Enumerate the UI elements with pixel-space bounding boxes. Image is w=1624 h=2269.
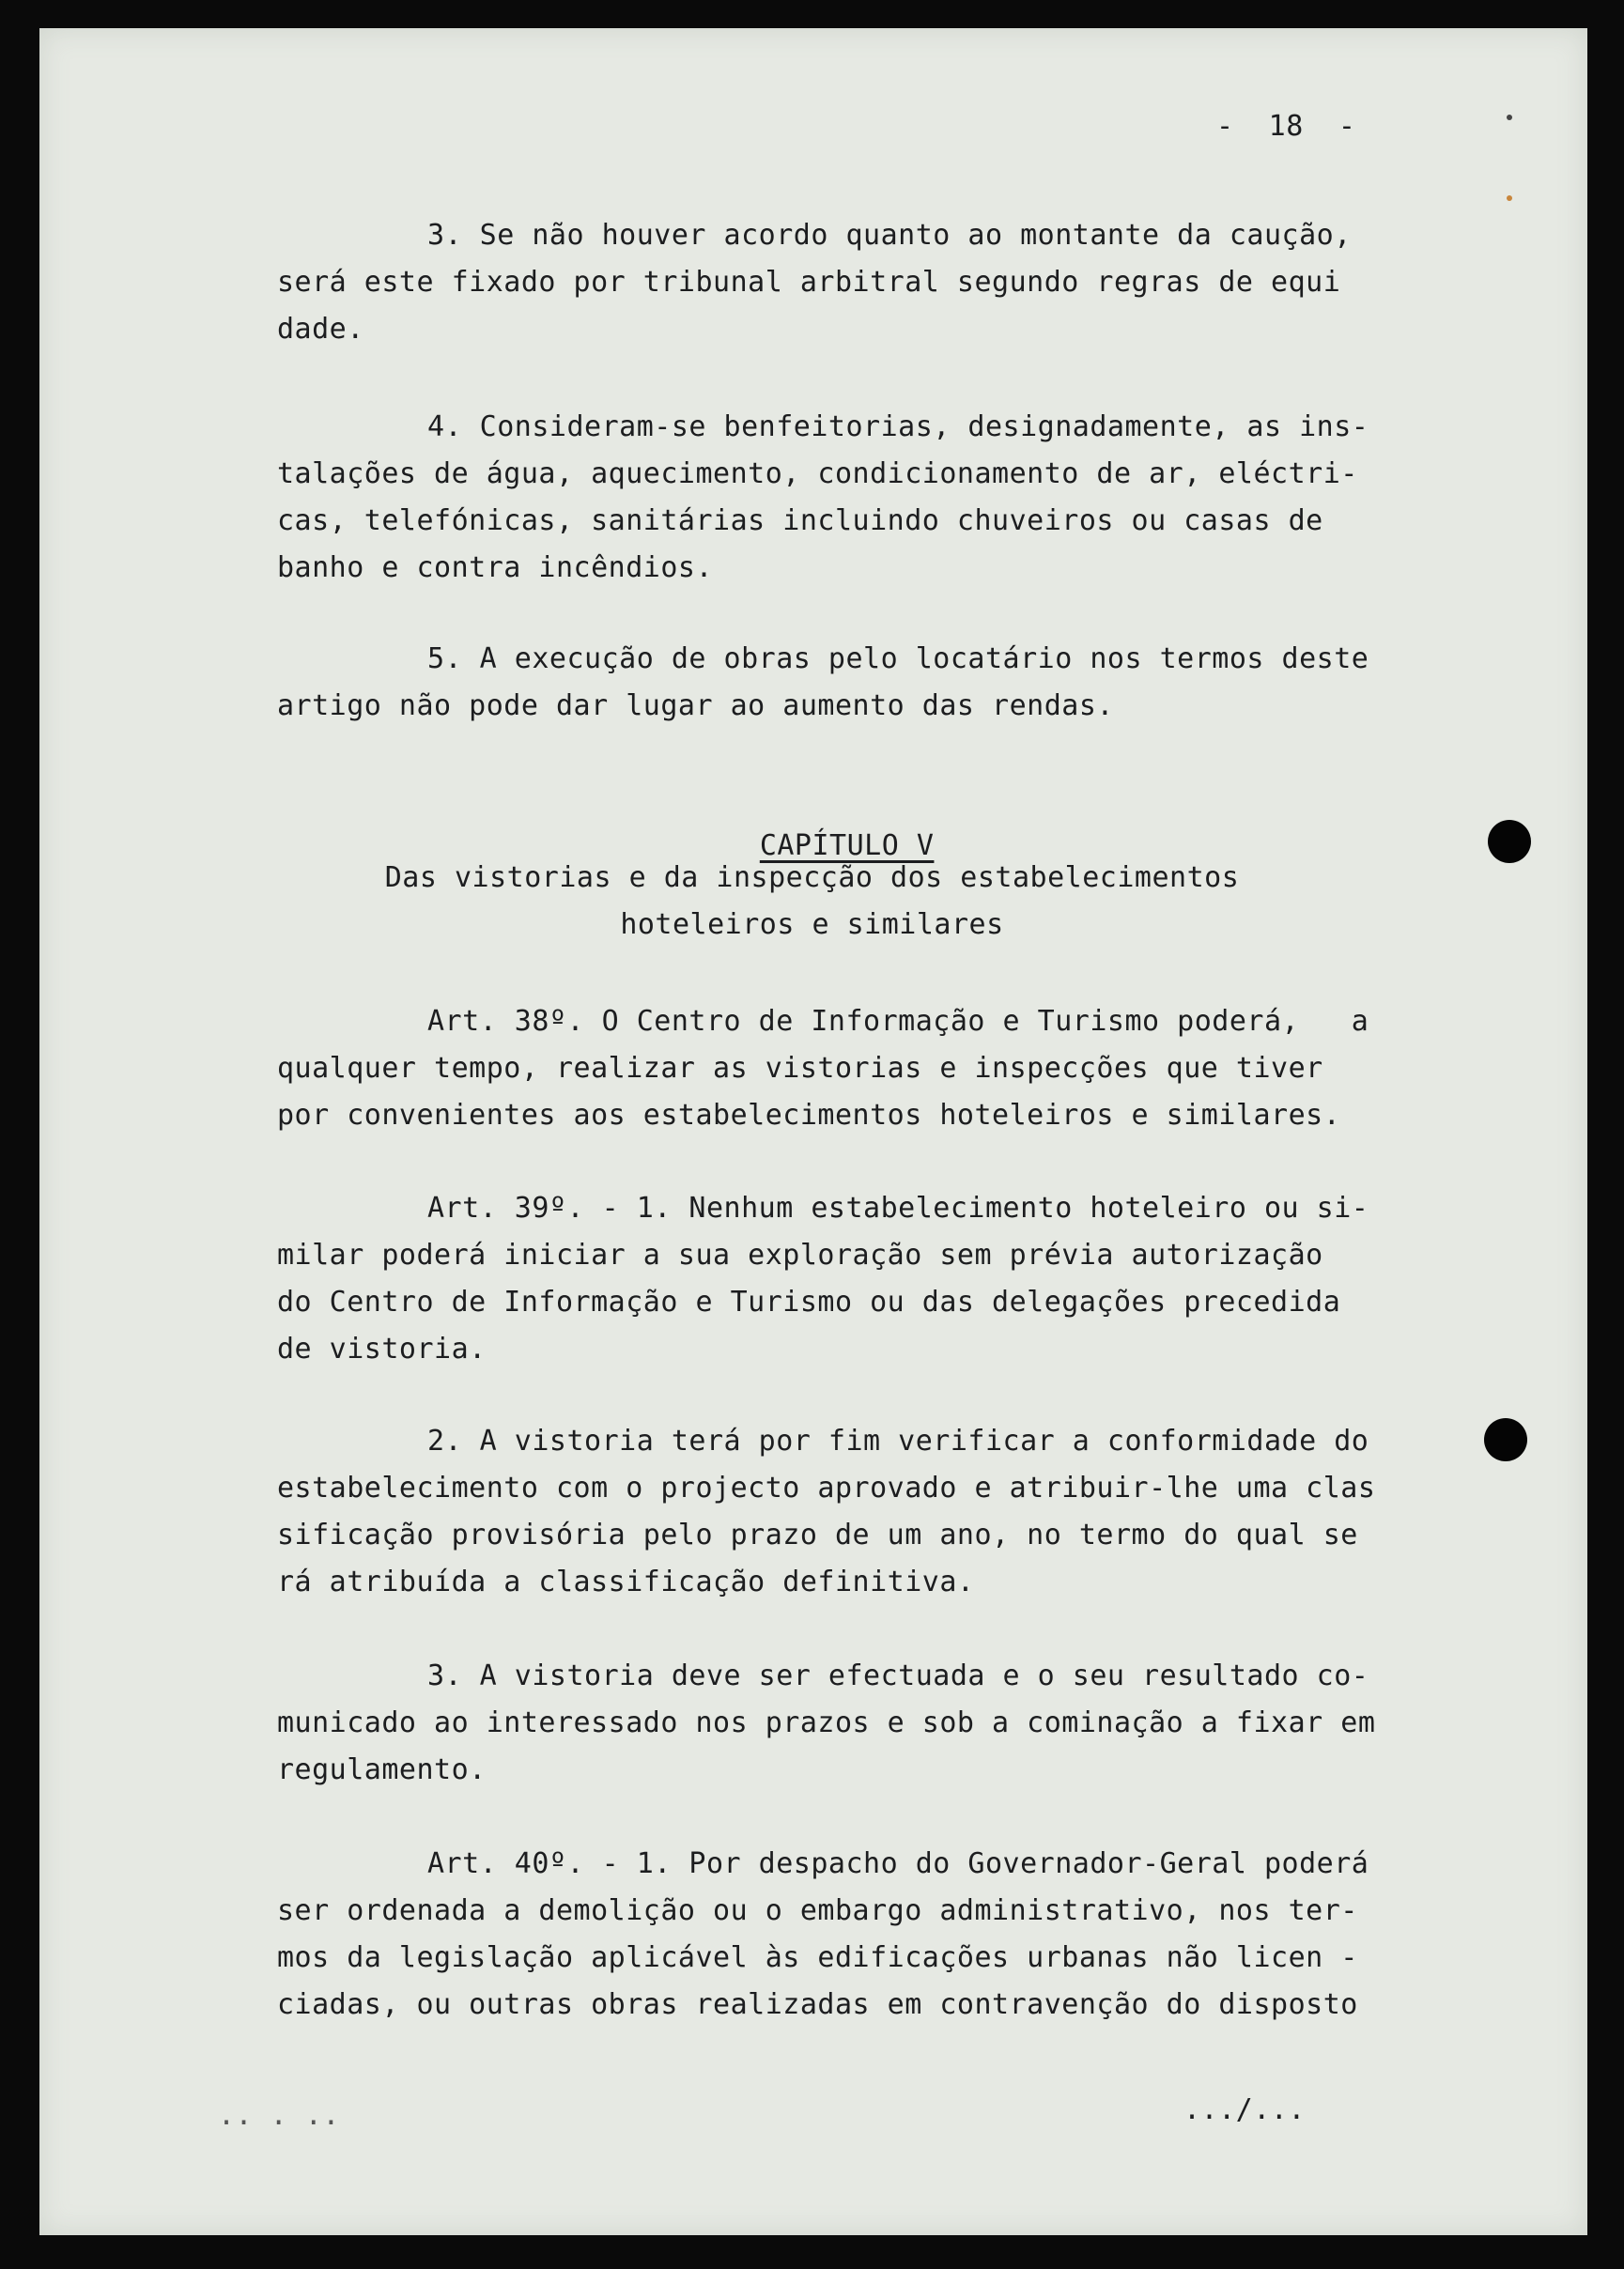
text-line: talações de água, aquecimento, condicionamento de ar, eléctri- bbox=[277, 457, 1358, 490]
text-line: de vistoria. bbox=[277, 1333, 487, 1366]
corner-speck-top bbox=[1507, 115, 1512, 120]
text-line: Art. 39º. - 1. Nenhum estabelecimento hoteleiro ou si- bbox=[427, 1192, 1369, 1225]
text-line: Art. 38º. O Centro de Informação e Turismo poderá, a bbox=[427, 1005, 1369, 1038]
text-line: 3. A vistoria deve ser efectuada e o seu resultado co- bbox=[427, 1659, 1369, 1692]
footer-marks: .. . .. bbox=[218, 2099, 340, 2132]
punch-hole-lower bbox=[1484, 1418, 1527, 1461]
chapter-subtitle: hoteleiros e similares bbox=[620, 908, 1004, 941]
text-line: regulamento. bbox=[277, 1753, 487, 1786]
text-line: ciadas, ou outras obras realizadas em contravenção do disposto bbox=[277, 1988, 1358, 2021]
text-line: 5. A execução de obras pelo locatário nos termos deste bbox=[427, 642, 1369, 675]
chapter-subtitle: Das vistorias e da inspecção dos estabelecimentos bbox=[384, 861, 1240, 894]
text-line: banho e contra incêndios. bbox=[277, 551, 714, 584]
text-line: 3. Se não houver acordo quanto ao montante da caução, bbox=[427, 219, 1352, 252]
text-line: estabelecimento com o projecto aprovado e atribuir-lhe uma clas bbox=[277, 1472, 1376, 1505]
text-line: dade. bbox=[277, 313, 364, 346]
text-line: municado ao interessado nos prazos e sob a cominação a fixar em bbox=[277, 1706, 1376, 1739]
text-line: mos da legislação aplicável às edificações urbanas não licen - bbox=[277, 1941, 1358, 1974]
text-line: ser ordenada a demolição ou o embargo administrativo, nos ter- bbox=[277, 1894, 1358, 1927]
chapter-title: CAPÍTULO V bbox=[759, 829, 935, 862]
text-line: qualquer tempo, realizar as vistorias e inspecções que tiver bbox=[277, 1052, 1323, 1085]
text-line: cas, telefónicas, sanitárias incluindo chuveiros ou casas de bbox=[277, 504, 1323, 537]
text-line: sificação provisória pelo prazo de um ano, no termo do qual se bbox=[277, 1519, 1358, 1551]
text-line: artigo não pode dar lugar ao aumento das rendas. bbox=[277, 689, 1114, 722]
text-line: por convenientes aos estabelecimentos hoteleiros e similares. bbox=[277, 1099, 1341, 1132]
text-line: milar poderá iniciar a sua exploração sem prévia autorização bbox=[277, 1239, 1323, 1272]
continuation-mark: .../... bbox=[1183, 2093, 1306, 2126]
text-line: 2. A vistoria terá por fim verificar a conformidade do bbox=[427, 1425, 1369, 1458]
corner-speck bbox=[1507, 195, 1512, 201]
text-line: será este fixado por tribunal arbitral segundo regras de equi bbox=[277, 266, 1341, 299]
text-line: do Centro de Informação e Turismo ou das delegações precedida bbox=[277, 1286, 1341, 1319]
text-line: rá atribuída a classificação definitiva. bbox=[277, 1566, 975, 1598]
text-line: 4. Consideram-se benfeitorias, designadamente, as ins- bbox=[427, 410, 1369, 443]
text-line: Art. 40º. - 1. Por despacho do Governador-Geral poderá bbox=[427, 1847, 1369, 1880]
page-number: - 18 - bbox=[1216, 110, 1356, 143]
